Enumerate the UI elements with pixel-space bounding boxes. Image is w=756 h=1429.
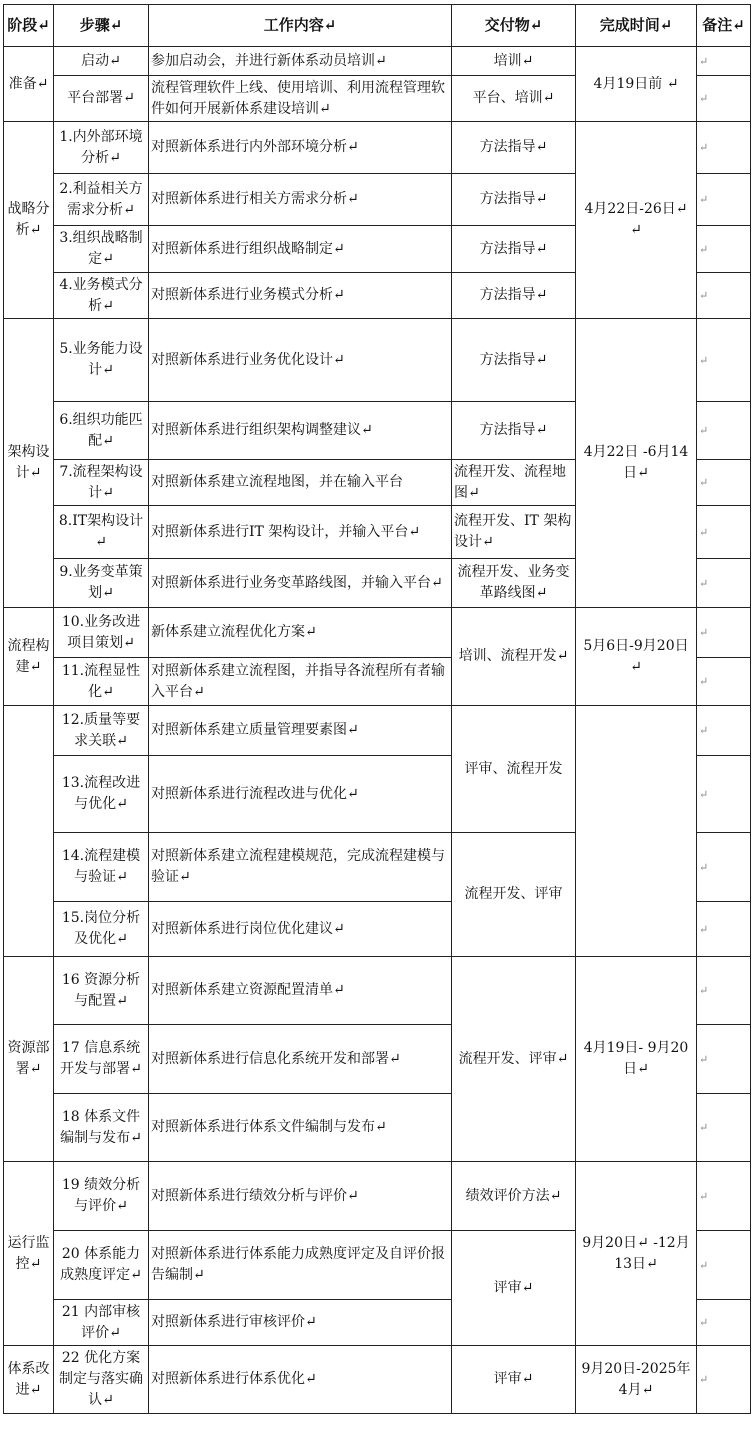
time-cell-empty xyxy=(576,706,697,957)
deliverable-cell: 流程开发、评审↵ xyxy=(452,957,576,1162)
remark-cell: ↵ xyxy=(697,47,751,76)
remark-cell: ↵ xyxy=(697,833,751,902)
remark-cell: ↵ xyxy=(697,1094,751,1162)
content-cell: 对照新体系进行体系文件编制与发布↵ xyxy=(149,1094,452,1162)
step-cell: 启动↵ xyxy=(54,47,149,76)
remark-cell: ↵ xyxy=(697,460,751,506)
step-cell: 2.利益相关方需求分析↵ xyxy=(54,174,149,226)
stage-cell: 准备↵ xyxy=(4,47,54,122)
header-remark: 备注↵ xyxy=(697,5,751,47)
deliverable-cell: 方法指导↵ xyxy=(452,273,576,319)
table-row xyxy=(4,608,751,658)
remark-cell: ↵ xyxy=(697,174,751,226)
content-cell: 新体系建立流程优化方案↵ xyxy=(149,608,452,658)
deliverable-cell: 方法指导↵ xyxy=(452,122,576,174)
deliverable-cell: 平台、培训↵ xyxy=(452,76,576,122)
table-row xyxy=(4,1346,751,1414)
content-cell: 对照新体系进行信息化系统开发和部署↵ xyxy=(149,1025,452,1094)
header-deliverable: 交付物↵ xyxy=(452,5,576,47)
stage-cell: 架构设计↵ xyxy=(4,319,54,608)
step-cell: 17 信息系统开发与部署↵ xyxy=(54,1025,149,1094)
content-cell: 对照新体系进行业务模式分析↵ xyxy=(149,273,452,319)
step-cell: 22 优化方案制定与落实确认↵ xyxy=(54,1346,149,1414)
step-cell: 4.业务模式分析↵ xyxy=(54,273,149,319)
table-row xyxy=(4,1162,751,1231)
deliverable-cell: 流程开发、评审 xyxy=(452,833,576,957)
step-cell: 19 绩效分析与评价↵ xyxy=(54,1162,149,1231)
step-cell: 21 内部审核评价↵ xyxy=(54,1300,149,1346)
step-cell: 15.岗位分析及优化↵ xyxy=(54,902,149,957)
deliverable-cell: 方法指导↵ xyxy=(452,226,576,273)
step-cell: 9.业务变革策划↵ xyxy=(54,559,149,608)
deliverable-cell: 评审、流程开发 xyxy=(452,706,576,833)
step-cell: 11.流程显性化↵ xyxy=(54,658,149,706)
remark-cell: ↵ xyxy=(697,756,751,833)
time-cell: 4月22日 -6月14日↵ xyxy=(576,319,697,608)
content-cell: 对照新体系进行审核评价↵ xyxy=(149,1300,452,1346)
deliverable-cell: 流程开发、流程地图↵ xyxy=(452,460,576,506)
table-row xyxy=(4,319,751,402)
remark-cell: ↵ xyxy=(697,608,751,658)
remark-cell: ↵ xyxy=(697,402,751,460)
step-cell: 16 资源分析与配置↵ xyxy=(54,957,149,1025)
deliverable-cell: 评审↵ xyxy=(452,1231,576,1346)
step-cell: 1.内外部环境分析↵ xyxy=(54,122,149,174)
time-cell: 4月22日-26日↵ ↵ xyxy=(576,122,697,319)
content-cell: 对照新体系建立质量管理要素图↵ xyxy=(149,706,452,756)
remark-cell: ↵ xyxy=(697,226,751,273)
time-cell: 4月19日前 ↵ xyxy=(576,47,697,122)
content-cell: 对照新体系进行流程改进与优化↵ xyxy=(149,756,452,833)
remark-cell: ↵ xyxy=(697,506,751,559)
remark-cell: ↵ xyxy=(697,1300,751,1346)
step-cell: 18 体系文件编制与发布↵ xyxy=(54,1094,149,1162)
step-cell: 10.业务改进项目策划↵ xyxy=(54,608,149,658)
step-cell: 7.流程架构设计↵ xyxy=(54,460,149,506)
content-cell: 对照新体系进行相关方需求分析↵ xyxy=(149,174,452,226)
remark-cell: ↵ xyxy=(697,1346,751,1414)
deliverable-cell: 方法指导↵ xyxy=(452,402,576,460)
header-stage: 阶段↵ xyxy=(4,5,54,47)
step-cell: 3.组织战略制定↵ xyxy=(54,226,149,273)
header-time: 完成时间↵ xyxy=(576,5,697,47)
stage-cell: 资源部署↵ xyxy=(4,957,54,1162)
content-cell: 对照新体系进行绩效分析与评价↵ xyxy=(149,1162,452,1231)
content-cell: 对照新体系进行组织战略制定↵ xyxy=(149,226,452,273)
stage-cell: 运行监控↵ xyxy=(4,1162,54,1346)
content-cell: 对照新体系进行体系能力成熟度评定及自评价报告编制↵ xyxy=(149,1231,452,1300)
time-cell: 4月19日- 9月20日↵ xyxy=(576,957,697,1162)
content-cell: 对照新体系进行IT 架构设计，并输入平台↵ xyxy=(149,506,452,559)
stage-cell: 体系改进↵ xyxy=(4,1346,54,1414)
step-cell: 8.IT架构设计↵ xyxy=(54,506,149,559)
remark-cell: ↵ xyxy=(697,902,751,957)
remark-cell: ↵ xyxy=(697,76,751,122)
content-cell: 流程管理软件上线、使用培训、利用流程管理软件如何开展新体系建设培训↵ xyxy=(149,76,452,122)
stage-cell: 战略分析↵ xyxy=(4,122,54,319)
remark-cell: ↵ xyxy=(697,273,751,319)
header-step: 步骤↵ xyxy=(54,5,149,47)
header-content: 工作内容↵ xyxy=(149,5,452,47)
content-cell: 对照新体系建立资源配置清单↵ xyxy=(149,957,452,1025)
content-cell: 对照新体系进行岗位优化建议↵ xyxy=(149,902,452,957)
content-cell: 对照新体系建立流程图，并指导各流程所有者输入平台↵ xyxy=(149,658,452,706)
time-cell: 9月20日↵ -12月13日↵ xyxy=(576,1162,697,1346)
stage-cell: 流程构建↵ xyxy=(4,608,54,706)
step-cell: 14.流程建模与验证↵ xyxy=(54,833,149,902)
remark-cell: ↵ xyxy=(697,1162,751,1231)
deliverable-cell: 方法指导↵ xyxy=(452,174,576,226)
step-cell: 20 体系能力成熟度评定↵ xyxy=(54,1231,149,1300)
deliverable-cell: 流程开发、IT 架构设计↵ xyxy=(452,506,576,559)
deliverable-cell: 评审↵ xyxy=(452,1346,576,1414)
step-cell: 6.组织功能匹配↵ xyxy=(54,402,149,460)
table-row xyxy=(4,47,751,76)
step-cell: 平台部署↵ xyxy=(54,76,149,122)
content-cell: 对照新体系进行组织架构调整建议↵ xyxy=(149,402,452,460)
content-cell: 对照新体系建立流程建模规范，完成流程建模与验证↵ xyxy=(149,833,452,902)
content-cell: 对照新体系建立流程地图，并在输入平台 xyxy=(149,460,452,506)
remark-cell: ↵ xyxy=(697,1231,751,1300)
deliverable-cell: 绩效评价方法↵ xyxy=(452,1162,576,1231)
deliverable-cell: 流程开发、业务变革路线图↵ xyxy=(452,559,576,608)
content-cell: 对照新体系进行业务优化设计↵ xyxy=(149,319,452,402)
remark-cell: ↵ xyxy=(697,706,751,756)
deliverable-cell: 方法指导↵ xyxy=(452,319,576,402)
content-cell: 对照新体系进行体系优化↵ xyxy=(149,1346,452,1414)
remark-cell: ↵ xyxy=(697,122,751,174)
step-cell: 12.质量等要求关联↵ xyxy=(54,706,149,756)
remark-cell: ↵ xyxy=(697,559,751,608)
table-header-row xyxy=(4,5,751,47)
content-cell: 对照新体系进行业务变革路线图，并输入平台↵ xyxy=(149,559,452,608)
content-cell: 参加启动会，并进行新体系动员培训↵ xyxy=(149,47,452,76)
time-cell: 9月20日-2025年4月↵ xyxy=(576,1346,697,1414)
time-cell: 5月6日-9月20日↵ xyxy=(576,608,697,706)
remark-cell: ↵ xyxy=(697,319,751,402)
table-row xyxy=(4,706,751,756)
table-row xyxy=(4,957,751,1025)
step-cell: 5.业务能力设计↵ xyxy=(54,319,149,402)
deliverable-cell: 培训↵ xyxy=(452,47,576,76)
remark-cell: ↵ xyxy=(697,1025,751,1094)
stage-cell-empty xyxy=(4,706,54,957)
table-row xyxy=(4,122,751,174)
deliverable-cell: 培训、流程开发↵ xyxy=(452,608,576,706)
plan-table xyxy=(3,4,751,1414)
step-cell: 13.流程改进与优化↵ xyxy=(54,756,149,833)
remark-cell: ↵ xyxy=(697,658,751,706)
remark-cell: ↵ xyxy=(697,957,751,1025)
content-cell: 对照新体系进行内外部环境分析↵ xyxy=(149,122,452,174)
